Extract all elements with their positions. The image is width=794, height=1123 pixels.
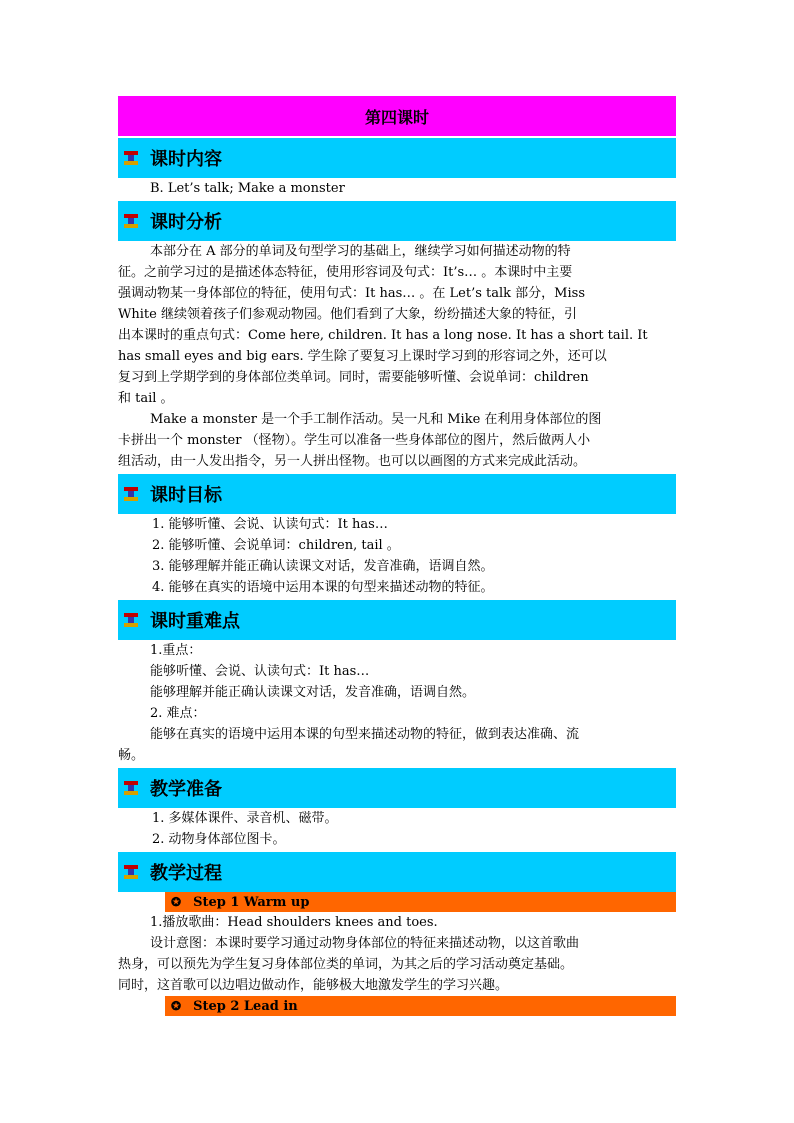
book-stack-icon [124,781,138,795]
section-heading: 课时重难点 [150,611,240,632]
text-line: has small eyes and big ears. 学生除了要复习上课时学习到的形容词之外，还可以 [118,349,607,364]
section-header-content [118,138,676,178]
section-header-preparation [118,768,676,808]
text-line: 畅。 [118,748,145,763]
section-heading: 课时分析 [150,212,222,233]
text-line: 组活动，由一人发出指令，另一人拼出怪物。也可以以画图的方式来完成此活动。 [118,454,587,469]
section-heading: 课时目标 [150,485,222,506]
text-line: 热身，可以预先为学生复习身体部位类的单词，为其之后的学习活动奠定基础。 [118,957,574,972]
text-line: 本部分在 A 部分的单词及句型学习的基础上，继续学习如何描述动物的特 [150,244,571,259]
star-circle-icon: ✪ [171,999,182,1013]
step-header-warm-up [165,892,676,912]
analysis-paragraph-2 [118,409,676,472]
list-item: 2. 动物身体部位图卡。 [152,832,286,847]
step-label: Step 2 Lead in [193,998,298,1014]
book-stack-icon [124,865,138,879]
book-stack-icon [124,151,138,165]
section-header-process [118,852,676,892]
star-circle-icon: ✪ [171,895,182,909]
list-item: 3. 能够理解并能正确认读课文对话，发音准确，语调自然。 [152,559,494,574]
text-line: 复习到上学期学到的身体部位类单词。同时，需要能够听懂、会说单词：children [118,370,589,385]
analysis-paragraph-1 [118,241,676,409]
section-heading: 教学准备 [150,779,222,800]
list-item: 1. 多媒体课件、录音机、磁带。 [152,811,338,826]
text-line: 卡拼出一个 monster （怪物）。学生可以准备一些身体部位的图片，然后做两人小 [118,433,591,448]
text-line: 设计意图：本课时要学习通过动物身体部位的特征来描述动物，以这首歌曲 [150,936,580,951]
section-header-key-points [118,600,676,640]
text-line: White 继续领着孩子们参观动物园。他们看到了大象，纷纷描述大象的特征，引 [118,307,577,322]
book-stack-icon [124,487,138,501]
step-label: Step 1 Warm up [193,894,310,910]
text-line: 强调动物某一身体部位的特征，使用句式：It has… 。在 Let’s talk 部分，Miss [118,286,585,301]
section-heading: 教学过程 [150,863,222,884]
text-line: 能够听懂、会说、认读句式：It has… [150,664,370,679]
list-item: 1. 能够听懂、会说、认读句式：It has… [152,517,388,532]
text-line: 征。之前学习过的是描述体态特征，使用形容词及句式：It’s… 。本课时中主要 [118,265,573,280]
book-stack-icon [124,613,138,627]
list-item: 2. 能够听懂、会说单词：children, tail 。 [152,538,400,553]
text-line: Make a monster 是一个手工制作活动。吴一凡和 Mike 在利用身体部位的图 [150,412,602,427]
step-header-lead-in [165,996,676,1016]
page-title: 第四课时 [118,96,676,136]
text-line: 能够在真实的语境中运用本课的句型来描述动物的特征，做到表达准确、流 [150,727,580,742]
text-line: 出本课时的重点句式：Come here, children. It has a long nose. It has a short tail. It [118,328,648,343]
document-page [118,96,676,1016]
text-line: 能够理解并能正确认读课文对话，发音准确，语调自然。 [150,685,476,700]
text-line: 2. 难点： [150,706,206,721]
text-line: 1.播放歌曲：Head shoulders knees and toes. [150,915,438,930]
text-line: 1.重点： [150,643,202,658]
text-line: 和 tail 。 [118,391,174,406]
section-header-analysis [118,201,676,241]
book-stack-icon [124,214,138,228]
section-header-goals [118,474,676,514]
list-item: 4. 能够在真实的语境中运用本课的句型来描述动物的特征。 [152,580,494,595]
text-line: 同时，这首歌可以边唱边做动作，能够极大地激发学生的学习兴趣。 [118,978,509,993]
section-heading: 课时内容 [150,149,222,170]
content-text: B. Let’s talk; Make a monster [150,181,345,196]
